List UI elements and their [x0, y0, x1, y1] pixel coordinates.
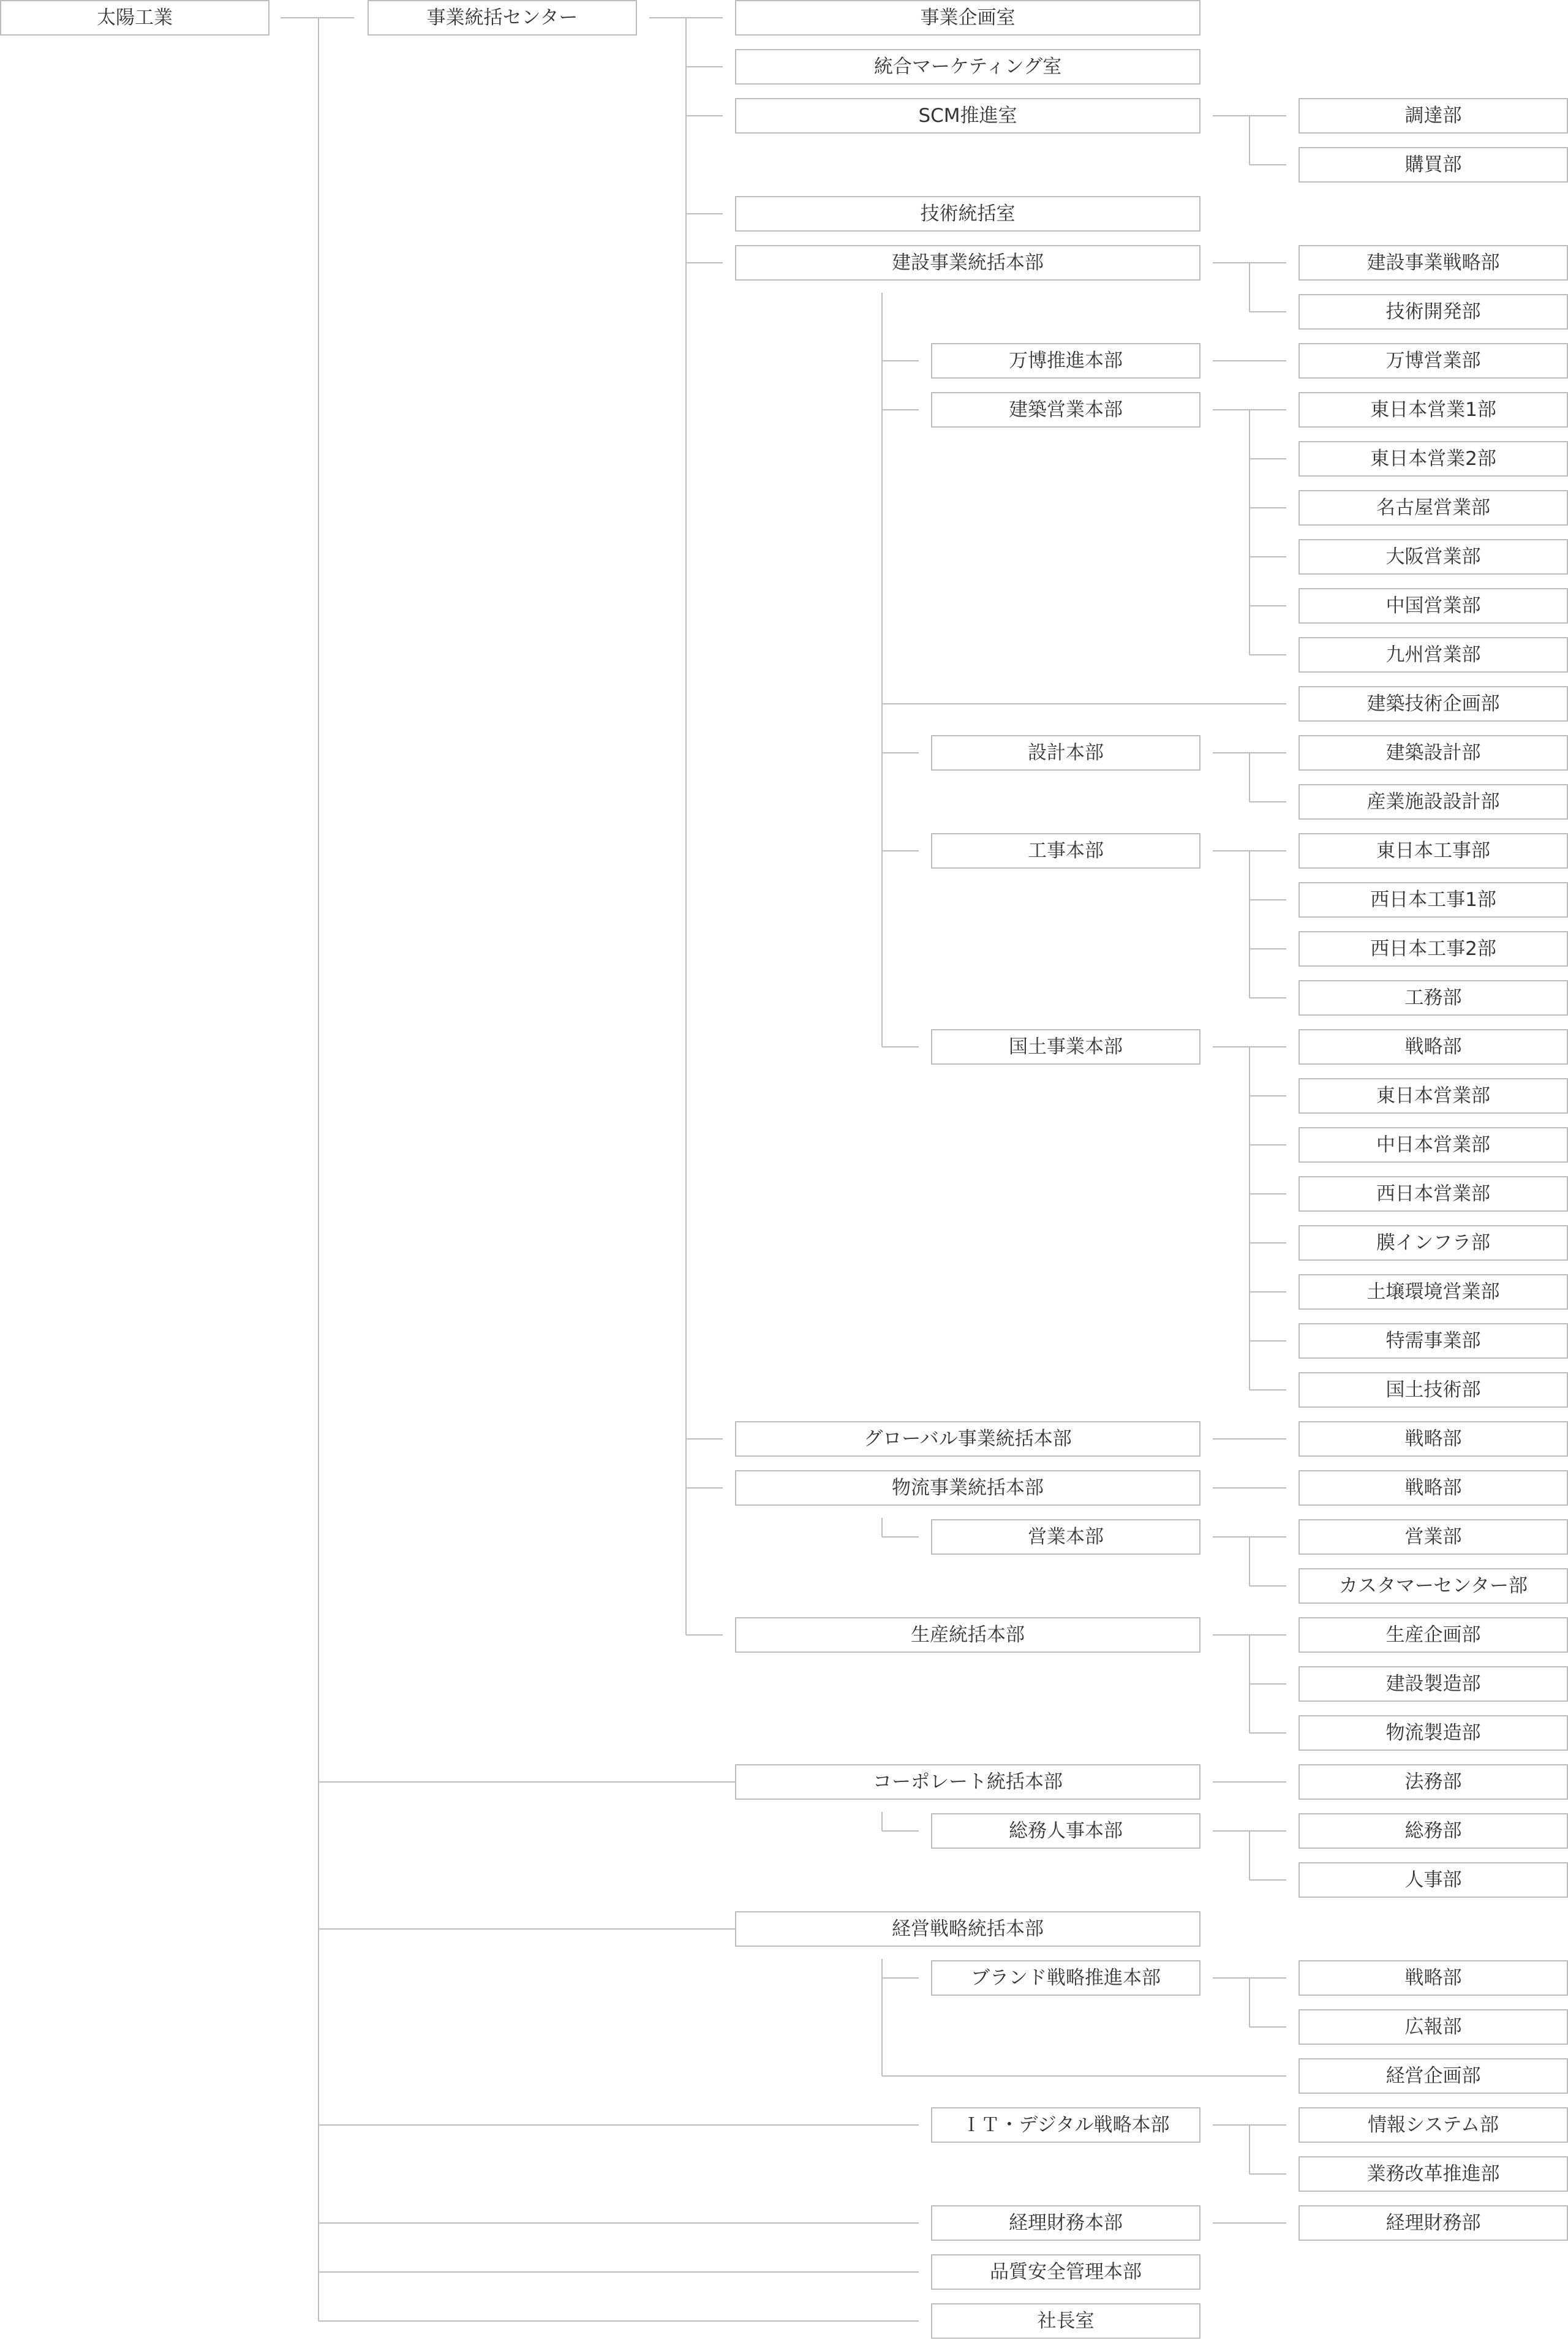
node-nishikoji2: 西日本工事2部: [1298, 931, 1568, 967]
node-nishikoji1: 西日本工事1部: [1298, 882, 1568, 918]
node-gijutsutoukatsu: 技術統括室: [735, 196, 1200, 232]
node-kojihonbu: 工事本部: [931, 833, 1200, 869]
node-koumu: 工務部: [1298, 980, 1568, 1016]
node-kensetsuseizo: 建設製造部: [1298, 1666, 1568, 1702]
node-it: ＩＴ・デジタル戦略本部: [931, 2107, 1200, 2143]
node-osaka: 大阪営業部: [1298, 539, 1568, 575]
node-makuinfra: 膜インフラ部: [1298, 1225, 1568, 1261]
node-shachoshitsu: 社長室: [931, 2303, 1200, 2339]
node-kd-naka: 中日本営業部: [1298, 1127, 1568, 1163]
node-customer: カスタマーセンター部: [1298, 1568, 1568, 1604]
node-tokuju: 特需事業部: [1298, 1323, 1568, 1359]
node-kouhou: 広報部: [1298, 2009, 1568, 2045]
node-keirizaimuhonbu: 経理財務本部: [931, 2205, 1200, 2241]
node-houmu: 法務部: [1298, 1764, 1568, 1800]
node-toumark: 統合マーケティング室: [735, 49, 1200, 85]
node-corporate: コーポレート統括本部: [735, 1764, 1200, 1800]
node-butsuryuseizo: 物流製造部: [1298, 1715, 1568, 1751]
node-kokudogijutsu: 国土技術部: [1298, 1372, 1568, 1408]
node-sangyoshisetsu: 産業施設設計部: [1298, 784, 1568, 820]
node-sekkeihonbu: 設計本部: [931, 735, 1200, 771]
node-kd-senryaku: 戦略部: [1298, 1029, 1568, 1065]
node-kyushu: 九州営業部: [1298, 637, 1568, 673]
node-dojo: 土壌環境営業部: [1298, 1274, 1568, 1310]
node-brand: ブランド戦略推進本部: [931, 1960, 1200, 1996]
node-higashikoji: 東日本工事部: [1298, 833, 1568, 869]
node-kd-nishi: 西日本営業部: [1298, 1176, 1568, 1212]
node-keieikikaku: 経営企画部: [1298, 2058, 1568, 2094]
node-banpaku: 万博推進本部: [931, 343, 1200, 379]
node-butsuryu: 物流事業統括本部: [735, 1470, 1200, 1506]
node-butsuryu-senryaku: 戦略部: [1298, 1470, 1568, 1506]
node-kikaku: 事業企画室: [735, 0, 1200, 36]
node-gijutsukaihatsu: 技術開発部: [1298, 294, 1568, 330]
node-banpakueigyo: 万博営業部: [1298, 343, 1568, 379]
node-kensetsujigyo: 建設事業統括本部: [735, 245, 1200, 281]
node-higashi2: 東日本営業2部: [1298, 441, 1568, 477]
node-chotatsu: 調達部: [1298, 98, 1568, 134]
node-seisankikaku: 生産企画部: [1298, 1617, 1568, 1653]
node-center: 事業統括センター: [368, 0, 637, 36]
node-jinji: 人事部: [1298, 1862, 1568, 1898]
node-kensetsusenryaku: 建設事業戦略部: [1298, 245, 1568, 281]
node-seisan: 生産統括本部: [735, 1617, 1200, 1653]
node-global-senryaku: 戦略部: [1298, 1421, 1568, 1457]
node-kobai: 購買部: [1298, 147, 1568, 183]
node-hinshitsu: 品質安全管理本部: [931, 2254, 1200, 2290]
node-nagoya: 名古屋営業部: [1298, 490, 1568, 526]
node-kenchikueigyo: 建築営業本部: [931, 392, 1200, 428]
node-keiei: 経営戦略統括本部: [735, 1911, 1200, 1947]
node-kenchikugijutsu: 建築技術企画部: [1298, 686, 1568, 722]
node-root: 太陽工業: [0, 0, 270, 36]
node-eigyobu: 営業部: [1298, 1519, 1568, 1555]
node-higashi1: 東日本営業1部: [1298, 392, 1568, 428]
node-kokudohonbu: 国土事業本部: [931, 1029, 1200, 1065]
node-kenchikusekkei: 建築設計部: [1298, 735, 1568, 771]
node-johosystem: 情報システム部: [1298, 2107, 1568, 2143]
node-gyomukaikaku: 業務改革推進部: [1298, 2156, 1568, 2192]
node-brand-senryaku: 戦略部: [1298, 1960, 1568, 1996]
node-chugoku: 中国営業部: [1298, 588, 1568, 624]
node-global: グローバル事業統括本部: [735, 1421, 1200, 1457]
node-somu: 総務部: [1298, 1813, 1568, 1849]
node-scm: SCM推進室: [735, 98, 1200, 134]
node-keirizaimu: 経理財務部: [1298, 2205, 1568, 2241]
node-kd-higashi: 東日本営業部: [1298, 1078, 1568, 1114]
node-somujinji: 総務人事本部: [931, 1813, 1200, 1849]
node-eigyohonbu: 営業本部: [931, 1519, 1200, 1555]
